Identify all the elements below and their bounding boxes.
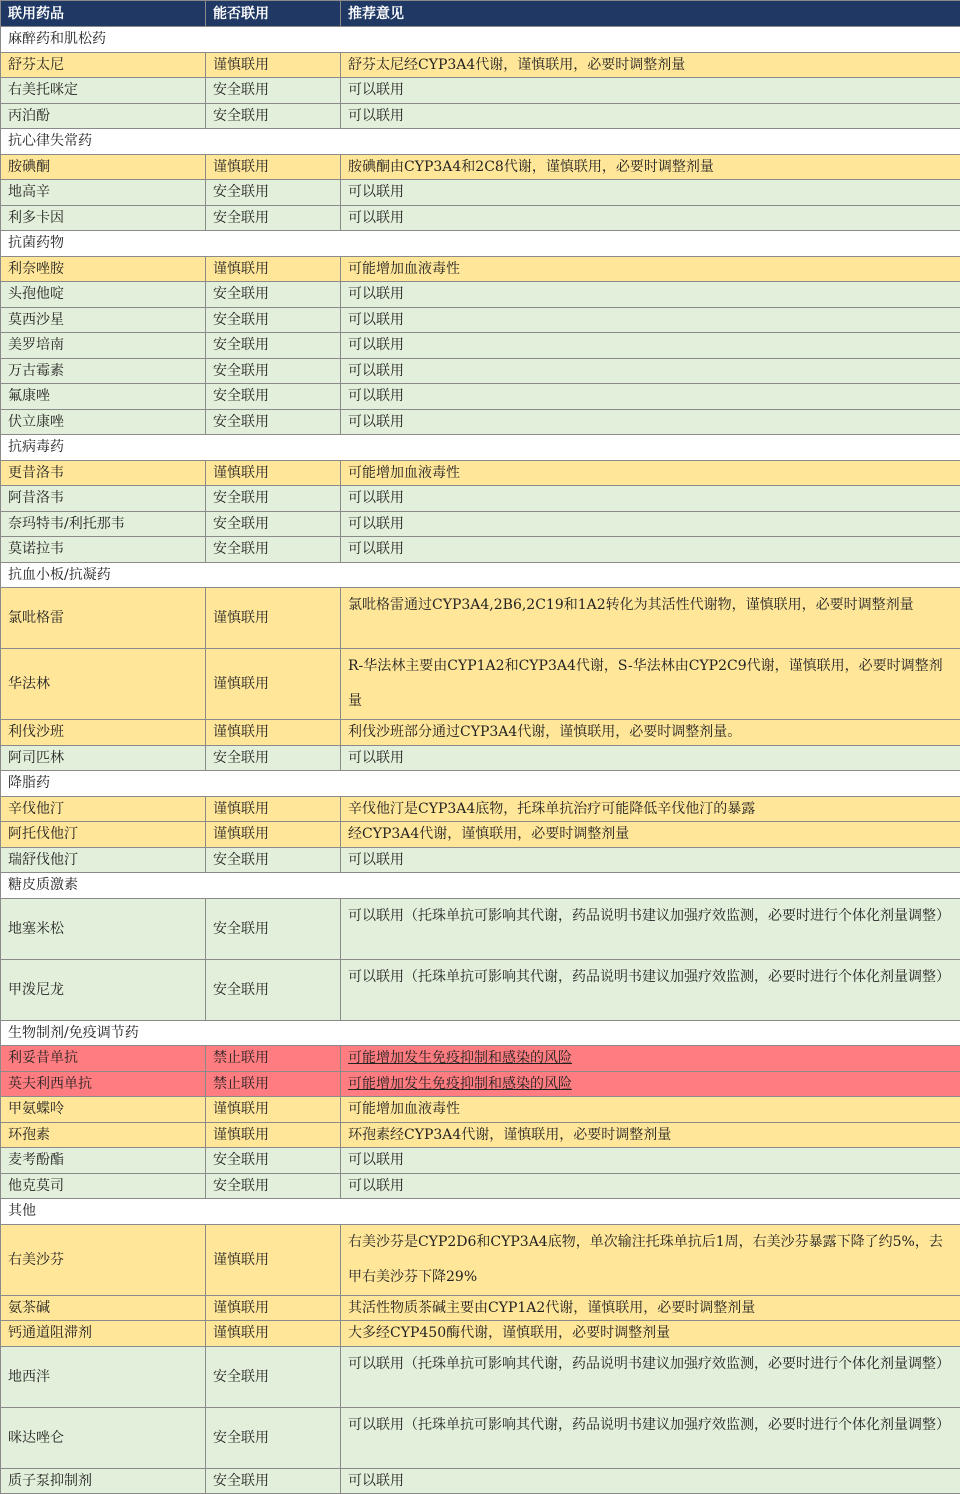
drug-name: 咪达唑仑 xyxy=(1,1407,206,1468)
recommendation-cell xyxy=(341,1071,960,1097)
recommendation-text: R-华法林主要由CYP1A2和CYP3A4代谢，S-华法林由CYP2C9代谢，谨慎联用，必要时调整剂量 xyxy=(348,658,943,709)
combination-status: 安全联用 xyxy=(206,1468,341,1494)
recommendation-text: 可以联用 xyxy=(348,750,404,766)
drug-name: 氟康唑 xyxy=(1,384,206,410)
recommendation-text: 舒芬太尼经CYP3A4代谢，谨慎联用，必要时调整剂量 xyxy=(348,57,685,73)
combination-status: 谨慎联用 xyxy=(206,1097,341,1123)
drug-name: 氨茶碱 xyxy=(1,1295,206,1321)
recommendation-text: 可以联用 xyxy=(348,1178,404,1194)
recommendation-cell xyxy=(341,649,960,720)
table-header-row xyxy=(1,1,960,27)
recommendation-cell xyxy=(341,1295,960,1321)
recommendation-cell xyxy=(341,796,960,822)
drug-name: 莫诺拉韦 xyxy=(1,537,206,563)
combination-status: 安全联用 xyxy=(206,384,341,410)
category-label: 抗菌药物 xyxy=(1,231,960,257)
combination-status: 安全联用 xyxy=(206,307,341,333)
table-row xyxy=(1,1148,960,1174)
recommendation-text: 可以联用 xyxy=(348,108,404,124)
table-row xyxy=(1,847,960,873)
combination-status: 谨慎联用 xyxy=(206,256,341,282)
recommendation-text: 可以联用（托珠单抗可影响其代谢，药品说明书建议加强疗效监测，必要时进行个体化剂量调整） xyxy=(348,908,950,924)
category-row xyxy=(1,771,960,797)
recommendation-cell xyxy=(341,52,960,78)
category-label: 降脂药 xyxy=(1,771,960,797)
drug-name: 甲泼尼龙 xyxy=(1,959,206,1020)
table-row xyxy=(1,822,960,848)
table-row xyxy=(1,745,960,771)
drug-name: 华法林 xyxy=(1,649,206,720)
drug-name: 瑞舒伐他汀 xyxy=(1,847,206,873)
combination-status: 安全联用 xyxy=(206,511,341,537)
table-row xyxy=(1,358,960,384)
drug-name: 美罗培南 xyxy=(1,333,206,359)
table-row xyxy=(1,898,960,959)
table-row xyxy=(1,384,960,410)
recommendation-text: 可能增加发生免疫抑制和感染的风险 xyxy=(348,1076,572,1092)
recommendation-cell xyxy=(341,537,960,563)
recommendation-text: 可以联用 xyxy=(348,337,404,353)
combination-status: 谨慎联用 xyxy=(206,649,341,720)
combination-status: 谨慎联用 xyxy=(206,822,341,848)
table-row xyxy=(1,78,960,104)
combination-status: 安全联用 xyxy=(206,103,341,129)
drug-name: 阿托伐他汀 xyxy=(1,822,206,848)
combination-status: 安全联用 xyxy=(206,1407,341,1468)
combination-status: 谨慎联用 xyxy=(206,1321,341,1347)
recommendation-cell xyxy=(341,1346,960,1407)
recommendation-cell xyxy=(341,898,960,959)
recommendation-text: 可以联用 xyxy=(348,82,404,98)
combination-status: 谨慎联用 xyxy=(206,52,341,78)
combination-status: 谨慎联用 xyxy=(206,588,341,649)
category-label: 抗心律失常药 xyxy=(1,129,960,155)
table-row xyxy=(1,1468,960,1494)
category-label: 抗病毒药 xyxy=(1,435,960,461)
recommendation-text: 可能增加发生免疫抑制和感染的风险 xyxy=(348,1050,572,1066)
recommendation-cell xyxy=(341,1173,960,1199)
combination-status: 安全联用 xyxy=(206,78,341,104)
recommendation-cell xyxy=(341,1148,960,1174)
drug-name: 地西泮 xyxy=(1,1346,206,1407)
recommendation-text: 可以联用（托珠单抗可影响其代谢，药品说明书建议加强疗效监测，必要时进行个体化剂量调整） xyxy=(348,1356,950,1372)
recommendation-cell xyxy=(341,384,960,410)
recommendation-text: 可以联用 xyxy=(348,516,404,532)
table-row xyxy=(1,460,960,486)
recommendation-text: 利伐沙班部分通过CYP3A4代谢，谨慎联用，必要时调整剂量。 xyxy=(348,724,741,740)
table-row xyxy=(1,588,960,649)
recommendation-text: 右美沙芬是CYP2D6和CYP3A4底物，单次输注托珠单抗后1周，右美沙芬暴露下降了约5%，去甲右美沙芬下降29% xyxy=(348,1234,943,1285)
recommendation-text: 经CYP3A4代谢，谨慎联用，必要时调整剂量 xyxy=(348,826,629,842)
combination-status: 安全联用 xyxy=(206,537,341,563)
recommendation-cell xyxy=(341,745,960,771)
combination-status: 谨慎联用 xyxy=(206,796,341,822)
recommendation-text: 辛伐他汀是CYP3A4底物，托珠单抗治疗可能降低辛伐他汀的暴露 xyxy=(348,801,755,817)
table-row xyxy=(1,1173,960,1199)
drug-name: 辛伐他汀 xyxy=(1,796,206,822)
combination-status: 安全联用 xyxy=(206,282,341,308)
drug-name: 地塞米松 xyxy=(1,898,206,959)
combination-status: 禁止联用 xyxy=(206,1071,341,1097)
recommendation-cell xyxy=(341,720,960,746)
combination-status: 安全联用 xyxy=(206,847,341,873)
drug-name: 伏立康唑 xyxy=(1,409,206,435)
recommendation-cell xyxy=(341,1224,960,1295)
recommendation-text: 可以联用 xyxy=(348,852,404,868)
table-row xyxy=(1,180,960,206)
recommendation-text: 可以联用 xyxy=(348,1152,404,1168)
recommendation-cell xyxy=(341,409,960,435)
combination-status: 安全联用 xyxy=(206,486,341,512)
category-row xyxy=(1,231,960,257)
header-recommendation: 推荐意见 xyxy=(341,1,960,27)
recommendation-cell xyxy=(341,333,960,359)
category-label: 麻醉药和肌松药 xyxy=(1,27,960,53)
table-row xyxy=(1,409,960,435)
category-row xyxy=(1,27,960,53)
table-row xyxy=(1,1071,960,1097)
table-row xyxy=(1,256,960,282)
recommendation-text: 可以联用 xyxy=(348,312,404,328)
table-row xyxy=(1,154,960,180)
recommendation-text: 可以联用 xyxy=(348,541,404,557)
table-row xyxy=(1,282,960,308)
recommendation-cell xyxy=(341,588,960,649)
recommendation-cell xyxy=(341,486,960,512)
combination-status: 安全联用 xyxy=(206,333,341,359)
recommendation-text: 可以联用 xyxy=(348,1473,404,1489)
drug-name: 右美沙芬 xyxy=(1,1224,206,1295)
combination-status: 安全联用 xyxy=(206,205,341,231)
drug-name: 奈玛特韦/利托那韦 xyxy=(1,511,206,537)
combination-status: 禁止联用 xyxy=(206,1046,341,1072)
recommendation-text: 可以联用 xyxy=(348,184,404,200)
combination-status: 安全联用 xyxy=(206,898,341,959)
recommendation-cell xyxy=(341,959,960,1020)
recommendation-cell xyxy=(341,205,960,231)
recommendation-cell xyxy=(341,1468,960,1494)
recommendation-text: 可以联用（托珠单抗可影响其代谢，药品说明书建议加强疗效监测，必要时进行个体化剂量调整） xyxy=(348,969,950,985)
table-body xyxy=(1,27,960,1494)
combination-status: 安全联用 xyxy=(206,1346,341,1407)
table-row xyxy=(1,486,960,512)
recommendation-text: 可能增加血液毒性 xyxy=(348,261,460,277)
recommendation-cell xyxy=(341,511,960,537)
drug-name: 头孢他啶 xyxy=(1,282,206,308)
drug-name: 更昔洛韦 xyxy=(1,460,206,486)
combination-status: 安全联用 xyxy=(206,180,341,206)
recommendation-text: 可以联用 xyxy=(348,414,404,430)
category-label: 抗血小板/抗凝药 xyxy=(1,562,960,588)
table-row xyxy=(1,307,960,333)
recommendation-cell xyxy=(341,78,960,104)
drug-name: 麦考酚酯 xyxy=(1,1148,206,1174)
table-row xyxy=(1,1097,960,1123)
drug-name: 利妥昔单抗 xyxy=(1,1046,206,1072)
combination-status: 安全联用 xyxy=(206,409,341,435)
header-drug: 联用药品 xyxy=(1,1,206,27)
table-row xyxy=(1,1122,960,1148)
drug-name: 右美托咪定 xyxy=(1,78,206,104)
table-row xyxy=(1,333,960,359)
combination-status: 谨慎联用 xyxy=(206,720,341,746)
recommendation-text: 氯吡格雷通过CYP3A4,2B6,2C19和1A2转化为其活性代谢物，谨慎联用，必要时调整剂量 xyxy=(348,597,914,613)
recommendation-text: 可以联用 xyxy=(348,388,404,404)
drug-name: 甲氨蝶呤 xyxy=(1,1097,206,1123)
recommendation-text: 环孢素经CYP3A4代谢，谨慎联用，必要时调整剂量 xyxy=(348,1127,671,1143)
table-row xyxy=(1,796,960,822)
combination-status: 安全联用 xyxy=(206,358,341,384)
combination-status: 安全联用 xyxy=(206,959,341,1020)
category-row xyxy=(1,435,960,461)
drug-name: 莫西沙星 xyxy=(1,307,206,333)
recommendation-text: 可以联用 xyxy=(348,490,404,506)
table-row xyxy=(1,205,960,231)
recommendation-cell xyxy=(341,1097,960,1123)
recommendation-cell xyxy=(341,1122,960,1148)
drug-name: 利多卡因 xyxy=(1,205,206,231)
recommendation-text: 可以联用 xyxy=(348,210,404,226)
category-row xyxy=(1,1020,960,1046)
category-row xyxy=(1,873,960,899)
table-row xyxy=(1,1346,960,1407)
drug-name: 胺碘酮 xyxy=(1,154,206,180)
table-row xyxy=(1,1321,960,1347)
table-row xyxy=(1,511,960,537)
drug-name: 地高辛 xyxy=(1,180,206,206)
header-combinable: 能否联用 xyxy=(206,1,341,27)
drug-name: 英夫利西单抗 xyxy=(1,1071,206,1097)
table-row xyxy=(1,1407,960,1468)
table-row xyxy=(1,537,960,563)
drug-name: 质子泵抑制剂 xyxy=(1,1468,206,1494)
combination-status: 谨慎联用 xyxy=(206,1122,341,1148)
combination-status: 谨慎联用 xyxy=(206,154,341,180)
recommendation-text: 大多经CYP450酶代谢，谨慎联用，必要时调整剂量 xyxy=(348,1325,670,1341)
recommendation-text: 可以联用 xyxy=(348,363,404,379)
recommendation-cell xyxy=(341,103,960,129)
drug-name: 阿司匹林 xyxy=(1,745,206,771)
recommendation-text: 可能增加血液毒性 xyxy=(348,465,460,481)
drug-name: 阿昔洛韦 xyxy=(1,486,206,512)
recommendation-cell xyxy=(341,307,960,333)
category-row xyxy=(1,129,960,155)
table-row xyxy=(1,103,960,129)
table-row xyxy=(1,1224,960,1295)
combination-status: 谨慎联用 xyxy=(206,1224,341,1295)
table-row xyxy=(1,959,960,1020)
recommendation-cell xyxy=(341,822,960,848)
recommendation-cell xyxy=(341,154,960,180)
table-row xyxy=(1,649,960,720)
drug-name: 利奈唑胺 xyxy=(1,256,206,282)
recommendation-cell xyxy=(341,1407,960,1468)
category-label: 其他 xyxy=(1,1199,960,1225)
recommendation-cell xyxy=(341,282,960,308)
category-label: 生物制剂/免疫调节药 xyxy=(1,1020,960,1046)
recommendation-text: 其活性物质茶碱主要由CYP1A2代谢，谨慎联用，必要时调整剂量 xyxy=(348,1300,755,1316)
recommendation-text: 可能增加血液毒性 xyxy=(348,1101,460,1117)
combination-status: 谨慎联用 xyxy=(206,1295,341,1321)
drug-name: 丙泊酚 xyxy=(1,103,206,129)
recommendation-cell xyxy=(341,180,960,206)
combination-status: 谨慎联用 xyxy=(206,460,341,486)
table-row xyxy=(1,720,960,746)
category-row xyxy=(1,1199,960,1225)
recommendation-text: 可以联用（托珠单抗可影响其代谢，药品说明书建议加强疗效监测，必要时进行个体化剂量调整） xyxy=(348,1417,950,1433)
drug-name: 环孢素 xyxy=(1,1122,206,1148)
combination-status: 安全联用 xyxy=(206,745,341,771)
recommendation-text: 可以联用 xyxy=(348,286,404,302)
table-row xyxy=(1,1295,960,1321)
drug-name: 氯吡格雷 xyxy=(1,588,206,649)
recommendation-cell xyxy=(341,847,960,873)
recommendation-cell xyxy=(341,358,960,384)
combination-status: 安全联用 xyxy=(206,1173,341,1199)
drug-name: 利伐沙班 xyxy=(1,720,206,746)
category-label: 糖皮质激素 xyxy=(1,873,960,899)
recommendation-cell xyxy=(341,1046,960,1072)
category-row xyxy=(1,562,960,588)
drug-name: 舒芬太尼 xyxy=(1,52,206,78)
table-row xyxy=(1,1046,960,1072)
drug-name: 他克莫司 xyxy=(1,1173,206,1199)
recommendation-cell xyxy=(341,460,960,486)
combination-status: 安全联用 xyxy=(206,1148,341,1174)
recommendation-text: 胺碘酮由CYP3A4和2C8代谢，谨慎联用，必要时调整剂量 xyxy=(348,159,714,175)
drug-name: 钙通道阻滞剂 xyxy=(1,1321,206,1347)
recommendation-cell xyxy=(341,256,960,282)
drug-name: 万古霉素 xyxy=(1,358,206,384)
recommendation-cell xyxy=(341,1321,960,1347)
table-row xyxy=(1,52,960,78)
